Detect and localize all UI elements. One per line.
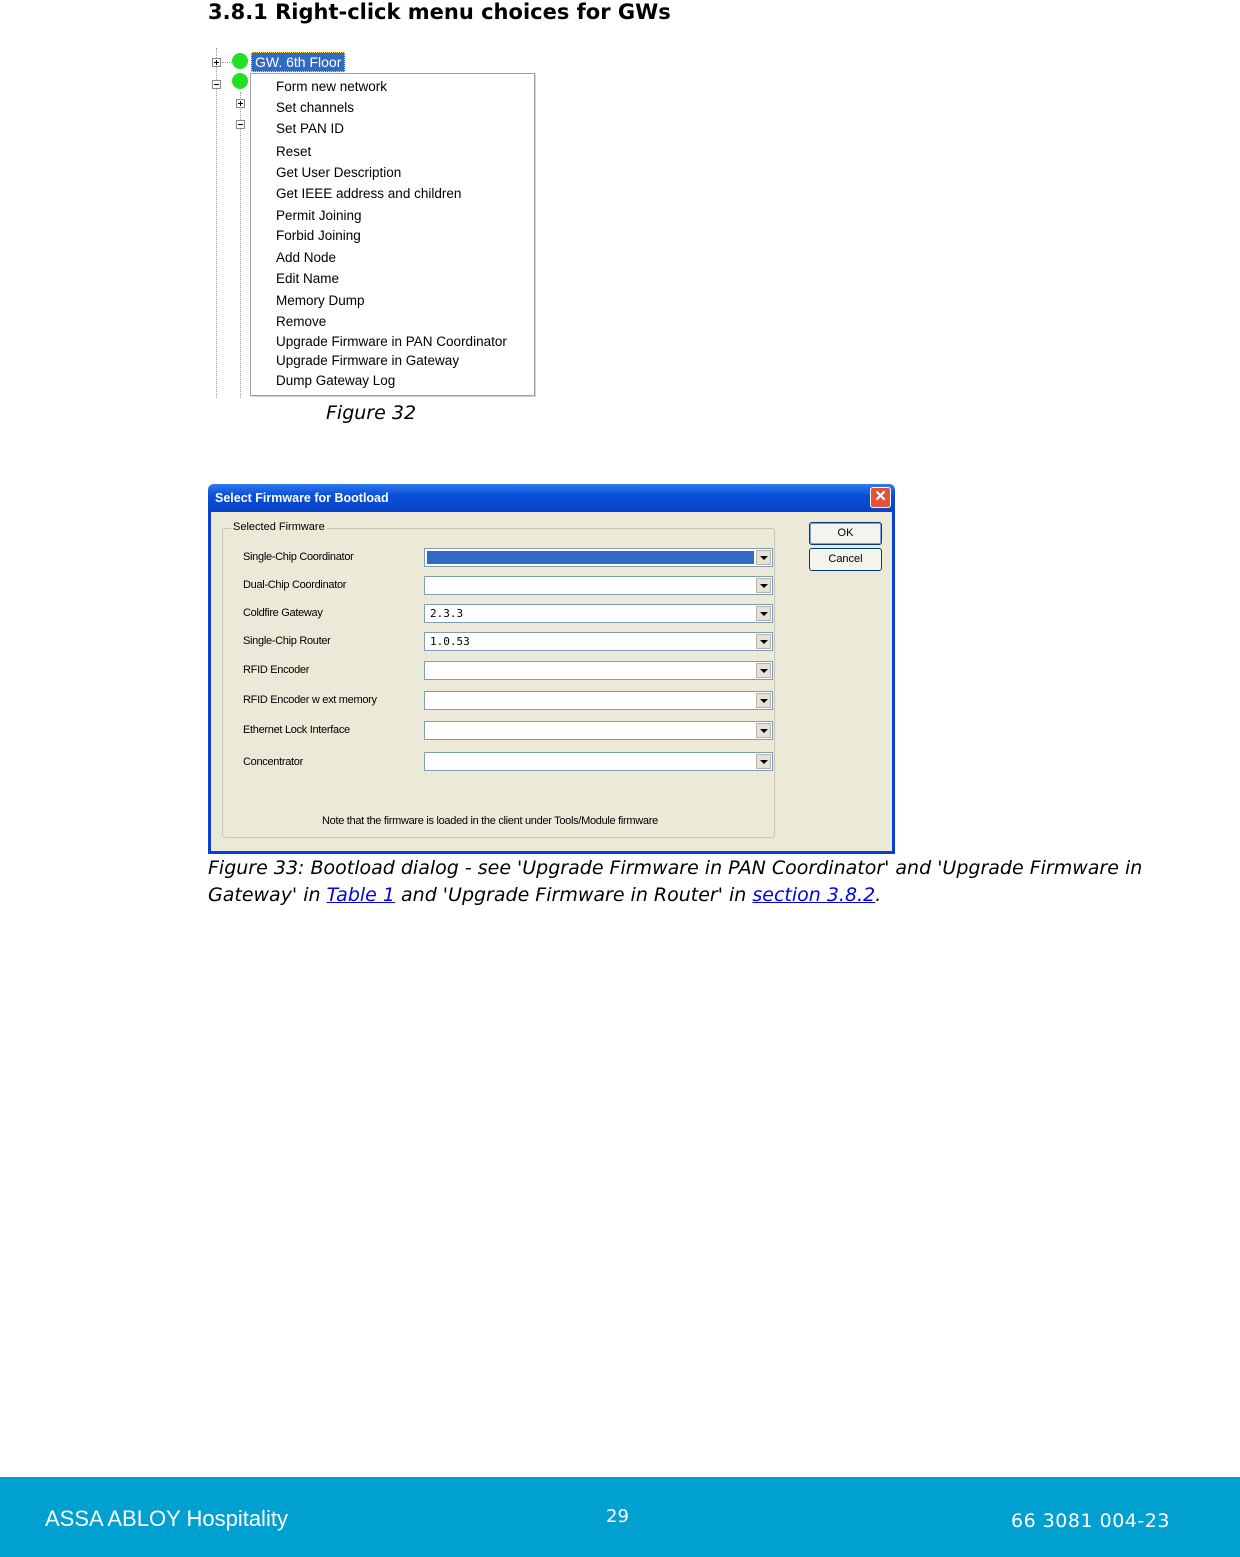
selected-firmware-group [222, 521, 775, 838]
dropdown-arrow-icon[interactable] [756, 606, 771, 621]
combo-value: 2.3.3 [430, 607, 464, 620]
ok-button[interactable]: OK [809, 522, 882, 545]
caption-text: and 'Upgrade Firmware in Router' in [394, 884, 753, 906]
close-icon: ✕ [874, 488, 887, 505]
menu-item-forbid-joining[interactable]: Forbid Joining [276, 228, 361, 243]
tree-line [216, 48, 217, 398]
menu-item-permit-joining[interactable]: Permit Joining [276, 208, 362, 223]
menu-item-set-channels[interactable]: Set channels [276, 100, 355, 115]
node-status-icon [232, 73, 248, 89]
rfid-encoder-ext-memory-select[interactable] [424, 691, 773, 710]
figure-32-caption: Figure 32 [326, 402, 417, 424]
menu-item-upgrade-firmware-gateway[interactable]: Upgrade Firmware in Gateway [276, 353, 460, 368]
collapse-icon[interactable] [212, 80, 221, 89]
coldfire-gateway-select[interactable] [424, 604, 773, 623]
menu-item-get-user-description[interactable]: Get User Description [276, 165, 402, 180]
gateway-status-icon [232, 53, 248, 69]
dropdown-arrow-icon[interactable] [756, 550, 771, 565]
single-chip-router-select[interactable] [424, 632, 773, 651]
combo-value: 1.0.53 [430, 635, 470, 648]
menu-item-memory-dump[interactable]: Memory Dump [276, 293, 365, 308]
cancel-button[interactable]: Cancel [809, 548, 882, 571]
dropdown-arrow-icon[interactable] [756, 578, 771, 593]
menu-item-dump-gateway-log[interactable]: Dump Gateway Log [276, 373, 396, 388]
selection-highlight [427, 551, 754, 564]
menu-item-add-node[interactable]: Add Node [276, 250, 337, 265]
field-label: Single-Chip Router [243, 635, 331, 647]
ethernet-lock-interface-select[interactable] [424, 721, 773, 740]
page-number: 29 [606, 1506, 629, 1527]
context-menu [250, 73, 535, 396]
dialog-title: Select Firmware for Bootload [215, 491, 389, 505]
field-label: Concentrator [243, 756, 303, 768]
dropdown-arrow-icon[interactable] [756, 754, 771, 769]
dual-chip-coordinator-select[interactable] [424, 576, 773, 595]
field-label: RFID Encoder w ext memory [243, 694, 377, 706]
menu-item-form-new-network[interactable]: Form new network [276, 79, 388, 94]
expand-icon[interactable] [236, 99, 245, 108]
figure-33-caption [208, 855, 1168, 909]
field-label: Ethernet Lock Interface [243, 724, 350, 736]
page-footer [0, 1477, 1240, 1557]
expand-icon[interactable] [212, 58, 221, 67]
field-label: RFID Encoder [243, 664, 310, 676]
figure-32-tree-context-menu [205, 48, 545, 400]
collapse-icon[interactable] [236, 120, 245, 129]
menu-item-upgrade-firmware-pan[interactable]: Upgrade Firmware in PAN Coordinator [276, 334, 507, 349]
dropdown-arrow-icon[interactable] [756, 723, 771, 738]
menu-item-remove[interactable]: Remove [276, 314, 327, 329]
field-label: Dual-Chip Coordinator [243, 579, 347, 591]
single-chip-coordinator-select[interactable] [424, 548, 773, 567]
dropdown-arrow-icon[interactable] [756, 663, 771, 678]
section-3-8-2-link[interactable]: section 3.8.2 [752, 884, 876, 906]
menu-item-get-ieee-address[interactable]: Get IEEE address and children [276, 186, 462, 201]
select-firmware-dialog [208, 484, 895, 854]
gateway-node-label[interactable]: GW. 6th Floor [251, 52, 345, 72]
menu-item-set-pan-id[interactable]: Set PAN ID [276, 121, 345, 136]
dropdown-arrow-icon[interactable] [756, 693, 771, 708]
tree-line [240, 92, 241, 398]
concentrator-select[interactable] [424, 752, 773, 771]
section-heading: 3.8.1 Right-click menu choices for GWs [208, 0, 671, 24]
caption-text: . [875, 884, 882, 906]
field-label: Single-Chip Coordinator [243, 551, 354, 563]
tree-line [222, 62, 232, 63]
dialog-client-area [211, 512, 892, 851]
document-number: 66 3081 004-23 [1011, 1510, 1170, 1532]
dropdown-arrow-icon[interactable] [756, 634, 771, 649]
firmware-note: Note that the firmware is loaded in the client under Tools/Module firmware [322, 815, 658, 827]
menu-item-edit-name[interactable]: Edit Name [276, 271, 340, 286]
caption-text: Figure 33: Bootload dialog - see 'Upgrade Firmware in PAN Coordinator' and 'Upgrade Firmware in Gateway' in [208, 857, 1143, 906]
group-title: Selected Firmware [233, 521, 325, 533]
close-button[interactable] [870, 487, 891, 508]
dialog-titlebar[interactable] [208, 484, 895, 512]
rfid-encoder-select[interactable] [424, 661, 773, 680]
footer-company: ASSA ABLOY Hospitality [45, 1506, 288, 1531]
table-1-link[interactable]: Table 1 [326, 884, 395, 906]
menu-item-reset[interactable]: Reset [276, 144, 312, 159]
field-label: Coldfire Gateway [243, 607, 323, 619]
